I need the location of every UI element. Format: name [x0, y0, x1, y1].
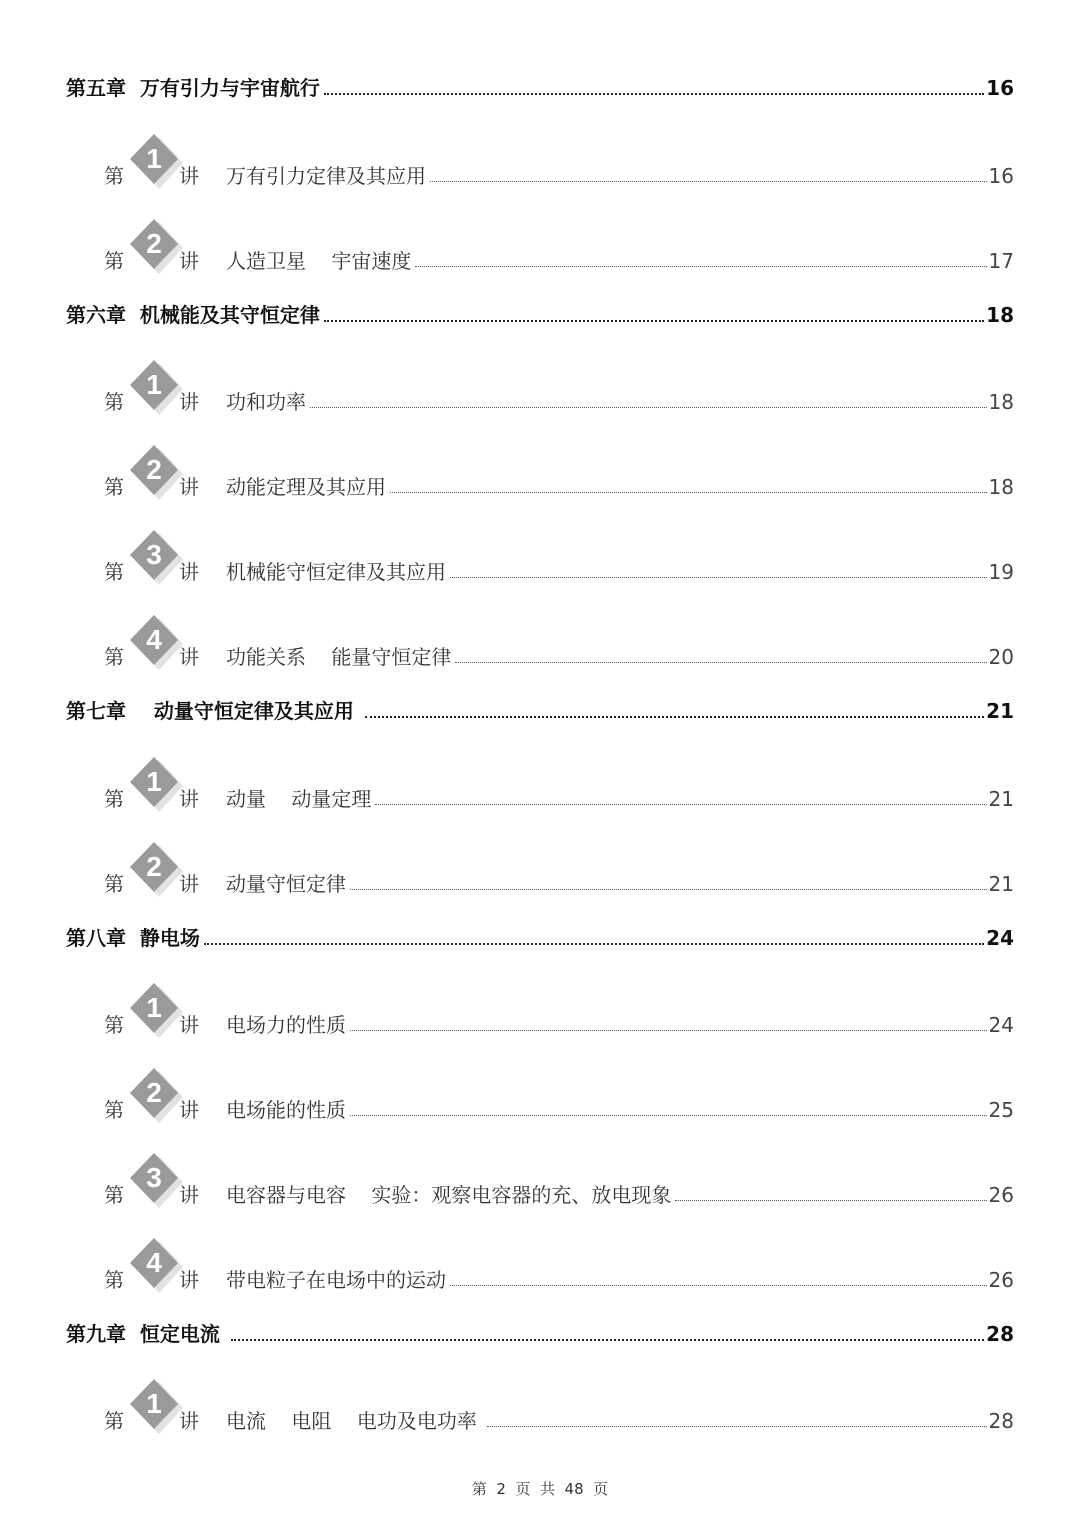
- lesson-number-badge-icon: [128, 1151, 184, 1211]
- lesson-jiang-label: 讲: [179, 164, 199, 188]
- lesson-di-label: 第: [104, 164, 124, 188]
- lesson-entry[interactable]: [66, 228, 1014, 273]
- lesson-title: 机械能守恒定律及其应用: [226, 560, 446, 584]
- page-number: 20: [988, 645, 1014, 669]
- lesson-prefix: [66, 454, 226, 499]
- lesson-jiang-label: 讲: [179, 1268, 199, 1292]
- lesson-di-label: 第: [104, 560, 124, 584]
- lesson-di-label: 第: [104, 1013, 124, 1037]
- lesson-jiang-label: 讲: [179, 390, 199, 414]
- lesson-entry[interactable]: [66, 992, 1014, 1037]
- lesson-number-badge-icon: [128, 755, 184, 815]
- page-number: 24: [988, 1013, 1014, 1037]
- lesson-di-label: 第: [104, 390, 124, 414]
- chapter-entry[interactable]: [66, 78, 1014, 98]
- badge-number: 1: [146, 992, 162, 1023]
- lesson-number-badge-icon: [128, 1236, 184, 1296]
- badge-number: 2: [146, 228, 162, 259]
- dot-leader: [487, 1426, 986, 1427]
- lesson-prefix: [66, 1247, 226, 1292]
- lesson-prefix: [66, 228, 226, 273]
- lesson-di-label: 第: [104, 1098, 124, 1122]
- lesson-jiang-label: 讲: [179, 1409, 199, 1433]
- page-number: 19: [988, 560, 1014, 584]
- lesson-number-badge-icon: [128, 1377, 184, 1437]
- lesson-prefix: [66, 766, 226, 811]
- lesson-number-badge-icon: [128, 132, 184, 192]
- lesson-prefix: [66, 1077, 226, 1122]
- dot-leader: [350, 889, 987, 890]
- page-number: 18: [986, 303, 1014, 327]
- page-number: 18: [988, 390, 1014, 414]
- dot-leader: [204, 943, 984, 945]
- lesson-entry[interactable]: [66, 369, 1014, 414]
- chapter-entry[interactable]: [66, 701, 1014, 721]
- lesson-title: 动能定理及其应用: [226, 475, 386, 499]
- dot-leader: [415, 266, 986, 267]
- lesson-di-label: 第: [104, 787, 124, 811]
- lesson-entry[interactable]: [66, 1388, 1014, 1433]
- lesson-entry[interactable]: [66, 539, 1014, 584]
- lesson-title: 电场力的性质: [226, 1013, 346, 1037]
- dot-leader: [450, 577, 987, 578]
- lesson-di-label: 第: [104, 249, 124, 273]
- page-number: 24: [986, 926, 1014, 950]
- lesson-prefix: [66, 1388, 226, 1433]
- chapter-title: 第八章 静电场: [66, 926, 200, 950]
- lesson-number-badge-icon: [128, 358, 184, 418]
- lesson-number-badge-icon: [128, 840, 184, 900]
- chapter-entry[interactable]: [66, 1324, 1014, 1344]
- lesson-di-label: 第: [104, 1268, 124, 1292]
- lesson-jiang-label: 讲: [179, 645, 199, 669]
- badge-number: 4: [146, 624, 162, 655]
- lesson-title: 动量守恒定律: [226, 872, 346, 896]
- lesson-entry[interactable]: [66, 766, 1014, 811]
- badge-number: 3: [146, 539, 162, 570]
- lesson-jiang-label: 讲: [179, 1013, 199, 1037]
- lesson-title: 动量 动量定理: [226, 787, 372, 811]
- lesson-di-label: 第: [104, 1409, 124, 1433]
- lesson-number-badge-icon: [128, 1066, 184, 1126]
- lesson-prefix: [66, 992, 226, 1037]
- dot-leader: [324, 320, 984, 322]
- page-number: 17: [988, 249, 1014, 273]
- lesson-title: 人造卫星 宇宙速度: [226, 249, 412, 273]
- dot-leader: [231, 1339, 984, 1341]
- lesson-jiang-label: 讲: [179, 249, 199, 273]
- page-number: 28: [988, 1409, 1014, 1433]
- chapter-title: 第五章 万有引力与宇宙航行: [66, 76, 320, 100]
- lesson-title: 功能关系 能量守恒定律: [226, 645, 452, 669]
- dot-leader: [324, 93, 984, 95]
- lesson-jiang-label: 讲: [179, 1098, 199, 1122]
- lesson-prefix: [66, 369, 226, 414]
- lesson-title: 带电粒子在电场中的运动: [226, 1268, 446, 1292]
- dot-leader: [455, 662, 986, 663]
- lesson-number-badge-icon: [128, 613, 184, 673]
- chapter-entry[interactable]: [66, 928, 1014, 948]
- lesson-entry[interactable]: [66, 1247, 1014, 1292]
- dot-leader: [310, 407, 987, 408]
- chapter-title: 第六章 机械能及其守恒定律: [66, 303, 320, 327]
- badge-number: 2: [146, 1077, 162, 1108]
- lesson-di-label: 第: [104, 645, 124, 669]
- page-footer: 第 2 页 共 48 页: [471, 1480, 609, 1498]
- lesson-jiang-label: 讲: [179, 560, 199, 584]
- lesson-jiang-label: 讲: [179, 475, 199, 499]
- lesson-number-badge-icon: [128, 981, 184, 1041]
- dot-leader: [390, 492, 987, 493]
- lesson-number-badge-icon: [128, 528, 184, 588]
- lesson-entry[interactable]: [66, 624, 1014, 669]
- lesson-title: 万有引力定律及其应用: [226, 164, 426, 188]
- lesson-title: 电容器与电容 实验：观察电容器的充、放电现象: [226, 1183, 672, 1207]
- dot-leader: [430, 181, 987, 182]
- chapter-title: 第九章 恒定电流: [66, 1322, 227, 1346]
- lesson-entry[interactable]: [66, 143, 1014, 188]
- lesson-prefix: [66, 539, 226, 584]
- lesson-jiang-label: 讲: [179, 872, 199, 896]
- lesson-entry[interactable]: [66, 454, 1014, 499]
- dot-leader: [450, 1285, 987, 1286]
- lesson-di-label: 第: [104, 475, 124, 499]
- lesson-entry[interactable]: [66, 851, 1014, 896]
- lesson-title: 功和功率: [226, 390, 306, 414]
- lesson-prefix: [66, 851, 226, 896]
- lesson-title: 电场能的性质: [226, 1098, 346, 1122]
- chapter-title: 第七章 动量守恒定律及其应用: [66, 699, 361, 723]
- badge-number: 2: [146, 454, 162, 485]
- lesson-prefix: [66, 1162, 226, 1207]
- badge-number: 4: [146, 1247, 162, 1278]
- lesson-prefix: [66, 624, 226, 669]
- badge-number: 1: [146, 766, 162, 797]
- lesson-title: 电流 电阻 电功及电功率: [226, 1409, 484, 1433]
- lesson-di-label: 第: [104, 1183, 124, 1207]
- page-number: 21: [988, 872, 1014, 896]
- dot-leader: [675, 1200, 986, 1201]
- lesson-number-badge-icon: [128, 443, 184, 503]
- badge-number: 1: [146, 143, 162, 174]
- page-number: 21: [988, 787, 1014, 811]
- page-number: 26: [988, 1183, 1014, 1207]
- lesson-jiang-label: 讲: [179, 1183, 199, 1207]
- dot-leader: [350, 1115, 987, 1116]
- lesson-prefix: [66, 143, 226, 188]
- lesson-number-badge-icon: [128, 217, 184, 277]
- page-number: 21: [986, 699, 1014, 723]
- page-number: 18: [988, 475, 1014, 499]
- page-number: 28: [986, 1322, 1014, 1346]
- badge-number: 1: [146, 1388, 162, 1419]
- dot-leader: [365, 716, 984, 718]
- page-number: 26: [988, 1268, 1014, 1292]
- badge-number: 1: [146, 369, 162, 400]
- dot-leader: [375, 804, 986, 805]
- page-number: 16: [986, 76, 1014, 100]
- chapter-entry[interactable]: [66, 305, 1014, 325]
- lesson-di-label: 第: [104, 872, 124, 896]
- lesson-entry[interactable]: [66, 1077, 1014, 1122]
- page-number: 16: [988, 164, 1014, 188]
- badge-number: 2: [146, 851, 162, 882]
- page-number: 25: [988, 1098, 1014, 1122]
- badge-number: 3: [146, 1162, 162, 1193]
- lesson-jiang-label: 讲: [179, 787, 199, 811]
- lesson-entry[interactable]: [66, 1162, 1014, 1207]
- dot-leader: [350, 1030, 987, 1031]
